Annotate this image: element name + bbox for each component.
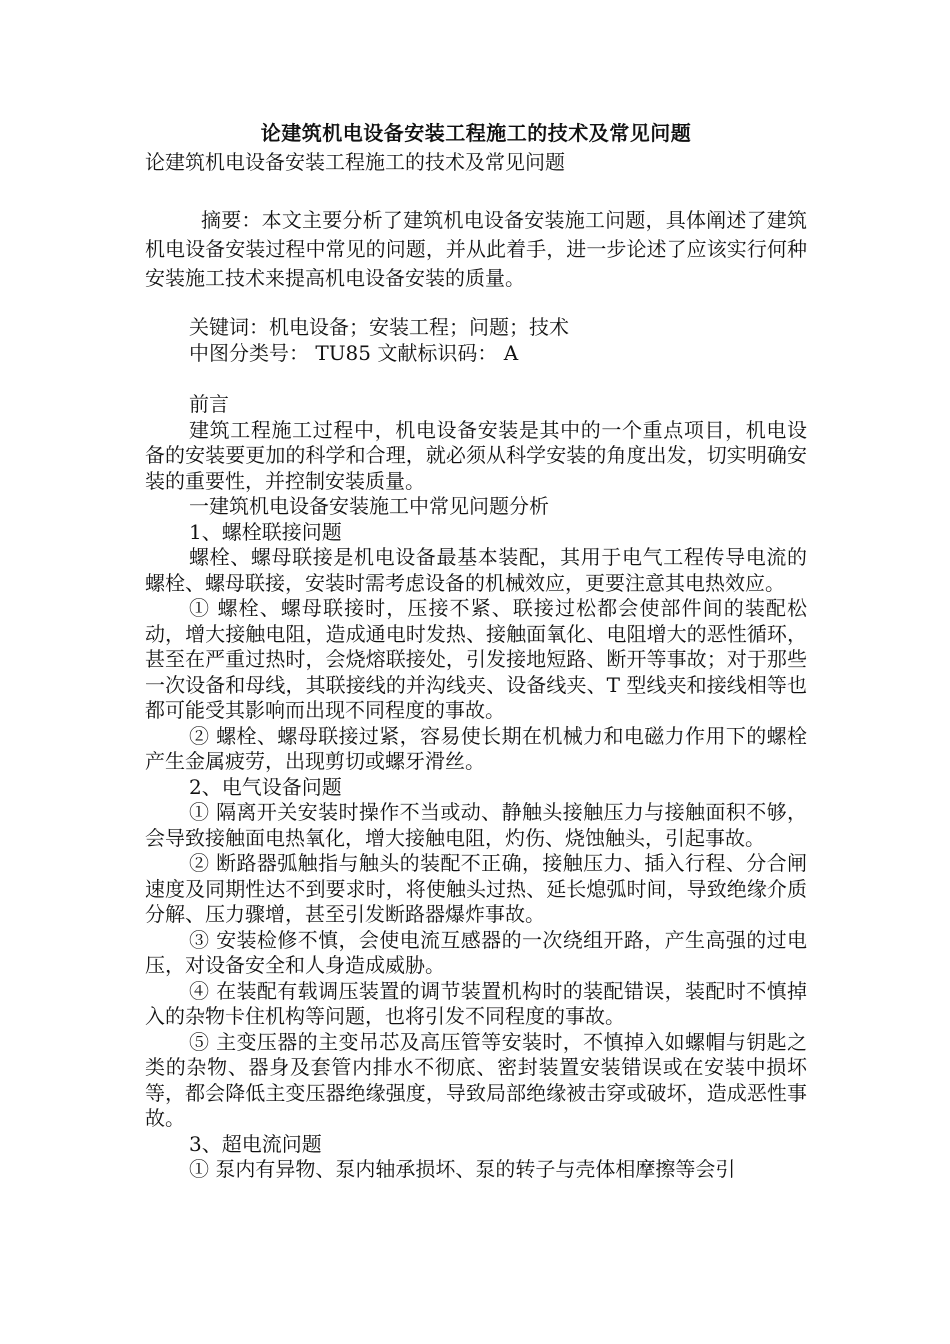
list-item: ① 泵内有异物、泵内轴承损坏、泵的转子与壳体相摩擦等会引 (189, 1157, 736, 1181)
list-item: ④ 在装配有载调压装置的调节装置机构时的装配错误，装配时不慎掉入的杂物卡住机构等问题，也将引发不同程度的事故。 (145, 978, 807, 1028)
list-item: ② 断路器弧触指与触头的装配不正确，接触压力、插入行程、分合闸速度及同期性达不到要求时，将使触头过热、延长熄弧时间，导致绝缘介质分解、压力骤增，甚至引发断路器爆炸事故。 (145, 851, 807, 926)
subsection-heading: 2、电气设备问题 (189, 774, 342, 799)
abstract-paragraph: 摘要：本文主要分析了建筑机电设备安装施工问题，具体阐述了建筑机电设备安装过程中常见的问题，并从此着手，进一步论述了应该实行何种安装施工技术来提高机电设备安装的质量。 (145, 208, 807, 290)
document-subtitle: 论建筑机电设备安装工程施工的技术及常见问题 (145, 150, 565, 174)
list-item: ⑤ 主变压器的主变吊芯及高压管等安装时，不慎掉入如螺帽与钥匙之类的杂物、器身及套管内排水不彻底、密封装置安装错误或在安装中损坏等，都会降低主变压器绝缘强度，导致局部绝缘被击穿或破坏，造成恶性事故。 (145, 1029, 807, 1130)
preface-paragraph: 建筑工程施工过程中，机电设备安装是其中的一个重点项目，机电设备的安装要更加的科学和合理，就必须从科学安装的角度出发，切实明确安装的重要性，并控制安装质量。 (145, 417, 807, 493)
body-paragraph: 螺栓、螺母联接是机电设备最基本装配，其用于电气工程传导电流的螺栓、螺母联接，安装时需考虑设备的机械效应，更要注意其电热效应。 (145, 545, 807, 595)
document-page (145, 118, 807, 1183)
list-item: ② 螺栓、螺母联接过紧，容易使长期在机械力和电磁力作用下的螺栓产生金属疲劳，出现剪切或螺牙滑丝。 (145, 723, 807, 773)
section-heading: 一建筑机电设备安装施工中常见问题分析 (189, 494, 549, 518)
list-item: ③ 安装检修不慎，会使电流互感器的一次绕组开路，产生高强的过电压，对设备安全和人身造成威胁。 (145, 927, 807, 977)
subsection-heading: 3、超电流问题 (189, 1131, 322, 1156)
spacer (145, 366, 807, 392)
preface-heading: 前言 (189, 392, 229, 416)
keywords-line: 关键词：机电设备；安装工程；问题；技术 (189, 315, 569, 339)
spacer (145, 176, 807, 206)
document-title: 论建筑机电设备安装工程施工的技术及常见问题 (260, 121, 692, 145)
spacer (145, 293, 807, 315)
classification-line: 中图分类号： TU85 文献标识码： A (189, 340, 519, 365)
list-item: ① 螺栓、螺母联接时，压接不紧、联接过松都会使部件间的装配松动，增大接触电阻，造成通电时发热、接触面氧化、电阻增大的恶性循环，甚至在严重过热时，会烧熔联接处，引发接地短路、断开等事故；对于那些一次设备和母线，其联接线的并沟线夹、设备线夹、T 型线夹和接线相等也都可能受其影响而出现不同程度的事故。 (145, 596, 807, 722)
subsection-heading: 1、螺栓联接问题 (189, 519, 342, 544)
list-item: ① 隔离开关安装时操作不当或动、静触头接触压力与接触面积不够，会导致接触面电热氧化，增大接触电阻，灼伤、烧蚀触头，引起事故。 (145, 800, 807, 850)
